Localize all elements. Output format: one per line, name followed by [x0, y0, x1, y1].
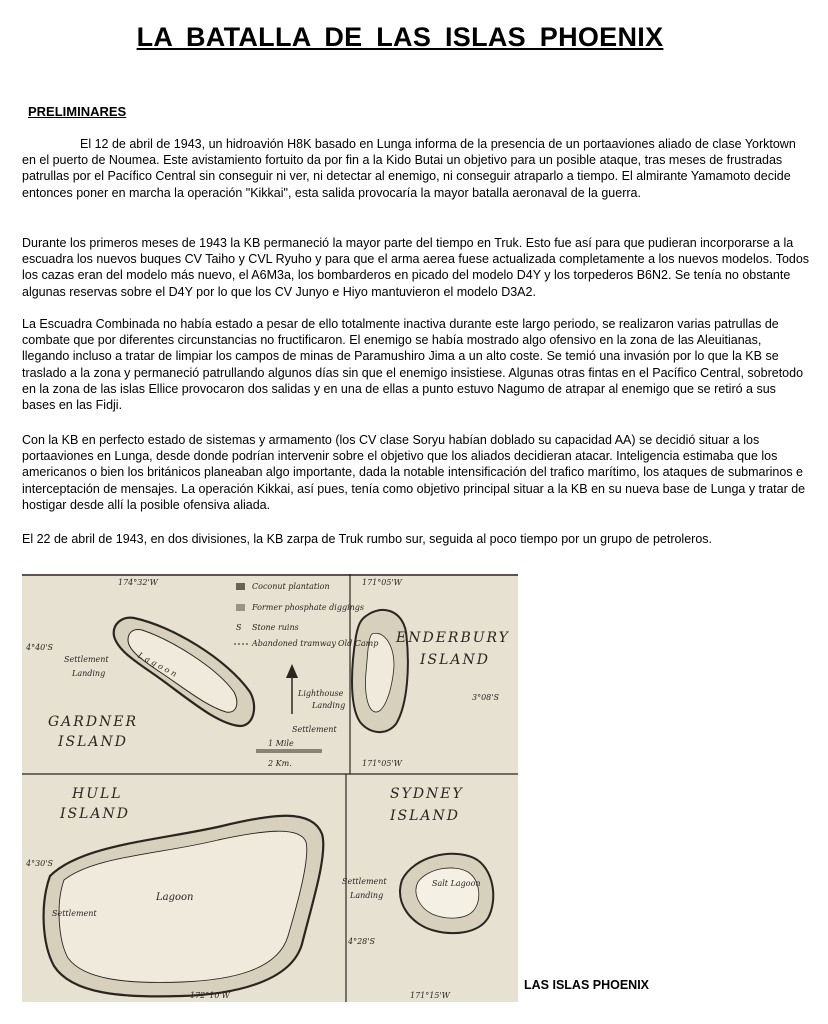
enderbury-island-shape	[352, 610, 408, 732]
enderbury-landing-label: Landing	[312, 701, 346, 710]
enderbury-label-line2: ISLAND	[420, 652, 491, 668]
hull-lagoon-label: Lagoon	[156, 892, 194, 903]
enderbury-label-line1: ENDERBURY	[396, 630, 510, 646]
sydney-island-shape	[400, 854, 493, 933]
hull-settlement-label: Settlement	[52, 909, 97, 918]
hull-island-shape	[44, 816, 324, 997]
sydney-landing-label: Landing	[350, 891, 384, 900]
hull-latitude: 4°30'S	[26, 859, 53, 868]
legend-item-3: Stone ruins	[252, 623, 299, 632]
legend-item-2: Former phosphate diggings	[252, 603, 365, 612]
enderbury-latitude: 3°08'S	[472, 693, 499, 702]
sydney-latitude: 4°28'S	[348, 937, 375, 946]
gardner-longitude: 174°32'W	[118, 578, 158, 587]
gardner-island-shape	[114, 618, 254, 726]
scale-km: 2 Km.	[268, 759, 292, 768]
old-camp-label: Old Camp	[338, 639, 379, 648]
paragraph-1: El 12 de abril de 1943, un hidroavión H8K basado en Lunga informa de la presencia de un portaaviones aliado de clase Yorktown en el puerto de Noumea. Este avistamiento fortuito da por fin a la Kido Butai un objetivo para un posible ataque, tras meses de frustradas patrullas por el Pacífico Central sin conseguir ni ver, ni detectar al enemigo, ni conseguir atraparlo a tiempo. El almirante Yamamoto decide entonces poner en marcha la operación "Kikkai", esta salida provocaría la mayor batalla aeronaval de la guerra.	[22, 137, 796, 200]
gardner-landing-label: Landing	[72, 669, 106, 678]
gardner-settlement-label: Settlement	[64, 655, 109, 664]
sydney-settlement-label: Settlement	[342, 877, 387, 886]
gardner-label-line2: ISLAND	[58, 734, 129, 750]
scale-mile: 1 Mile	[268, 739, 294, 748]
enderbury-settlement-label: Settlement	[292, 725, 337, 734]
enderbury-longitude-bottom: 171°05'W	[362, 759, 402, 768]
enderbury-longitude: 171°05'W	[362, 578, 402, 587]
sydney-label-line2: ISLAND	[390, 808, 461, 824]
section-heading: PRELIMINARES	[28, 104, 127, 119]
paragraph-4: Con la KB en perfecto estado de sistemas y armamento (los CV clase Soryu habían doblado su capacidad AA) se decidió situar a los portaaviones en Lunga, desde donde podrían intervenir sobre el objetivo que los aliados decidieran atacar. Inteligencia estimaba que los americanos o bien los británicos planeaban algo importante, dada la notable intensificación del trafico marítimo, los ataques de submarinos e interceptación de mensajes. La operación Kikkai, así pues, tenía como objetivo principal situar a la KB en su nueva base de Lunga y tratar de hostigar desde allí la posible ofensiva aliada.	[22, 433, 806, 512]
gardner-label-line1: GARDNER	[48, 714, 139, 730]
map-caption: LAS ISLAS PHOENIX	[524, 978, 650, 992]
sydney-label-line1: SYDNEY	[390, 786, 464, 802]
paragraph-5: El 22 de abril de 1943, en dos divisiones, la KB zarpa de Truk rumbo sur, seguida al poco tiempo por un grupo de petroleros.	[22, 532, 713, 546]
lighthouse-label: Lighthouse	[298, 689, 344, 698]
coconut-plantation-swatch	[236, 583, 245, 590]
paragraph-2: Durante los primeros meses de 1943 la KB permaneció la mayor parte del tiempo en Truk. Esto fue así para que pudieran incorporarse a la escuadra los nuevos buques CV Taiho y CVL Ryuho y para que el arma aerea fuese actualizada completamente a los nuevos modelos. Todos los cazas eran del modelo más nuevo, el A6M3a, los bombarderos en picado del modelo D4Y y los torpederos B6N2. Se tenía no obstante algunas reservas sobre el D4Y por lo que los CV Junyo e Hiyo mantuvieron el modelo D3A2.	[22, 236, 810, 299]
north-arrow	[286, 664, 298, 714]
phoenix-islands-map	[22, 574, 518, 1002]
legend-item-1: Coconut plantation	[252, 582, 330, 591]
gardner-latitude: 4°40'S	[26, 643, 53, 652]
sydney-longitude: 171°15'W	[410, 991, 450, 1000]
stone-ruins-symbol: S	[236, 623, 242, 632]
gardner-lagoon-label: L a g o o n	[136, 650, 179, 679]
paragraph-3: La Escuadra Combinada no había estado a pesar de ello totalmente inactiva durante este largo periodo, se realizaron varias patrullas de combate que por diferentes circunstancias no fructificaron. El enemigo se había mostrado algo ofensivo en la zona de las Aleuitianas, llegando incluso a tratar de limpiar los campos de minas de Paramushiro Jima a un alto coste. Se temió una invasión por lo que la KB se traslado a la zona y permaneció patrullando algunos días sin que el enemigo insistiese. Algunas otras fintas en el Pacífico Central, sobretodo en la zona de las islas Ellice provocaron dos salidas y en una de ellas a punto estuvo Nagumo de atrapar al enemigo que se retiró a sus bases en las Fidji.	[22, 317, 804, 413]
phosphate-swatch	[236, 604, 245, 611]
hull-label-line2: ISLAND	[60, 806, 131, 822]
scale-bar	[256, 739, 322, 768]
salt-lagoon-label: Salt Lagoon	[432, 879, 481, 888]
hull-label-line1: HULL	[72, 786, 123, 802]
legend-item-4: Abandoned tramway	[252, 639, 336, 648]
document-title: LA BATALLA DE LAS ISLAS PHOENIX	[136, 22, 664, 52]
hull-longitude: 172°10'W	[190, 991, 230, 1000]
